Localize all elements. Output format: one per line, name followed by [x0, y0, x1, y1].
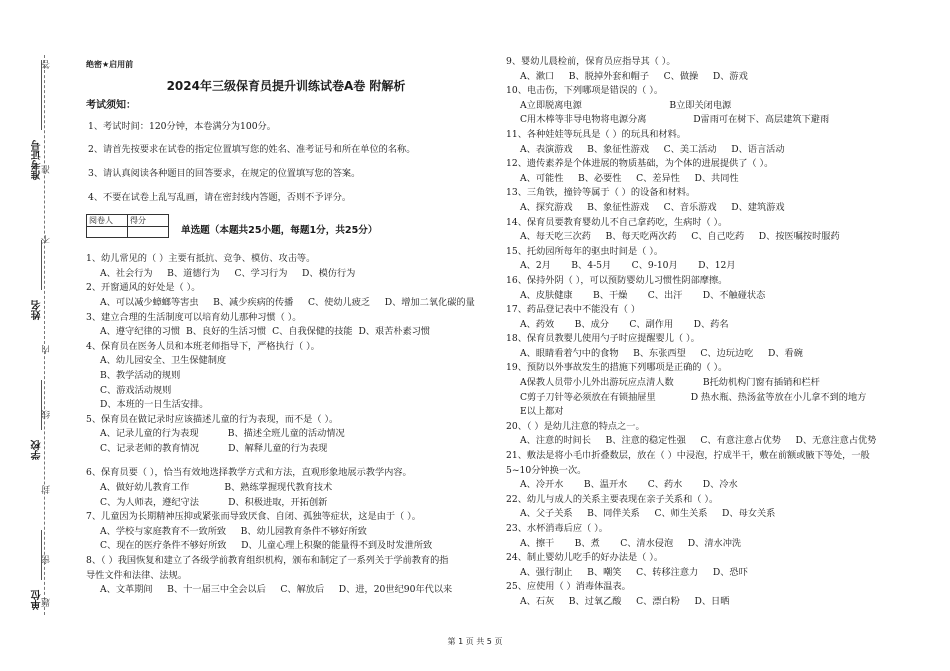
answer-options: C、游戏活动规则 [100, 384, 172, 396]
seal-mark: 题 [42, 598, 52, 607]
question-stem: 13、三角铁，撞铃等属于（ ）的设备和材料。 [506, 187, 696, 199]
question-stem: 1、幼儿常见的（ ）主要有抵抗、竞争、模仿、攻击等。 [86, 253, 316, 265]
question-stem: 21、敷法是将小毛巾折叠数层，放在（ ）中浸泡，拧成半干，敷在前额或腋下等处，一般 [506, 450, 870, 462]
question-stem: 3、建立合理的生活制度可以培育幼儿那种习惯（ ）。 [86, 311, 302, 323]
question-stem: 12、遗传素养是个体进展的物质基础，为个体的进展提供了（ ）。 [506, 158, 774, 170]
question-stem: 7、儿童因为长期精神压抑或紧张而导致厌食、自闭、孤独等症状，这是由于（ ）。 [86, 511, 421, 523]
answer-options: A、社会行为 B、道德行为 C、学习行为 D、模仿行为 [100, 267, 356, 279]
answer-options: D、本班的一日生活安排。 [100, 399, 209, 411]
answer-options: A、强行制止 B、嘲笑 C、转移注意力 D、恐吓 [520, 566, 748, 578]
question-stem: 2、开窗通风的好处是（ ）。 [86, 282, 201, 294]
answer-options: A、药效 B、成分 C、副作用 D、药名 [520, 318, 729, 330]
exam-number-blank [41, 60, 42, 130]
page-title: 2024年三级保育员提升训练试卷A卷 附解析 [166, 78, 406, 93]
answer-options: A、眼睛看着勺中的食物 B、东张西望 C、边玩边吃 D、看碗 [520, 347, 803, 359]
seal-mark: 内 [42, 345, 52, 354]
question-stem: 17、药品登记表中不能没有（ ） [506, 304, 641, 316]
question-stem: 8、（ ）我国恢复和建立了各级学前教育组织机构，颁布和制定了一系列关于学前教育的指 [86, 555, 449, 567]
seal-mark: 线 [42, 410, 52, 419]
school-blank [41, 380, 42, 430]
answer-options: A、父子关系 B、同伴关系 C、师生关系 D、母女关系 [520, 508, 776, 520]
score-label: 得分 [128, 215, 169, 227]
section-title: 单选题（本题共25小题，每题1分，共25分） [181, 224, 378, 236]
seal-line [44, 55, 45, 615]
school-label: 学校 [32, 440, 43, 460]
secret-mark: 绝密★启用前 [86, 60, 134, 69]
notice-item: 4、不要在试卷上乱写乱画，请在密封线内答题，否则不予评分。 [88, 191, 352, 203]
answer-options: C、为人师表，遵纪守法 D、积极进取，开拓创新 [100, 496, 328, 508]
answer-options: A、可以减少蟑螂等害虫 B、减少疾病的传播 C、使幼儿疲乏 D、增加二氧化碳的量 [100, 296, 475, 308]
answer-options: A、遵守纪律的习惯 B、良好的生活习惯 C、自我保健的技能 D、艰苦朴素习惯 [100, 326, 431, 338]
question-stem: 4、保育员在医务人员和本班老师指导下，严格执行（ ）。 [86, 340, 320, 352]
question-stem-continued: 5~10分钟换一次。 [506, 464, 587, 476]
score-row [86, 214, 486, 238]
seal-mark: 密 [42, 555, 52, 564]
seal-mark: 不 [42, 235, 52, 244]
notice-item: 3、请认真阅读各种题目的回答要求，在规定的位置填写您的答案。 [88, 167, 361, 179]
answer-options: A、表演游戏 B、象征性游戏 C、美工活动 D、语言活动 [520, 143, 785, 155]
answer-options: A、石灰 B、过氧乙酸 C、漂白粉 D、日晒 [520, 595, 730, 607]
answer-options: B、教学活动的规则 [100, 369, 181, 381]
answer-options: A、可能性 B、必要性 C、差异性 D、共同性 [520, 172, 739, 184]
answer-options: A、皮肤健康 B、干燥 C、出汗 D、不触碰状态 [520, 289, 766, 301]
answer-options: A立即脱离电源 B立即关闭电源 [520, 99, 732, 111]
answer-options: A、每天吃三次药 B、每天吃两次药 C、自己吃药 D、按医嘱按时服药 [520, 231, 840, 243]
question-stem: 18、保育员教婴儿使用勺子时应提醒婴儿（ ）。 [506, 333, 700, 345]
answer-options: A、文革期间 B、十一届三中全会以后 C、解放后 D、进，20世纪90年代以来 [100, 584, 453, 596]
unit-label: 单位 [32, 590, 43, 610]
question-stem-continued: 导性文件和法律、法规。 [86, 569, 188, 581]
question-stem: 11、各种娃娃等玩具是（ ）的玩具和材料。 [506, 128, 686, 140]
name-label: 姓名 [32, 300, 43, 320]
seal-mark: 封 [42, 485, 52, 494]
question-stem: 14、保育员要教育婴幼儿不自己拿药吃，生病时（ ）。 [506, 216, 728, 228]
question-stem: 16、保持外阴（ ），可以预防婴幼儿习惯性阴部摩擦。 [506, 274, 728, 286]
score-box [86, 214, 169, 238]
question-stem: 9、婴幼儿晨检前，保育员应指导其（ ）。 [506, 56, 676, 67]
question-stem: 19、预防以外事故发生的措施下列哪项是正确的（ ）。 [506, 362, 728, 374]
question-stem: 24、制止婴幼儿吃手的好办法是（ ）。 [506, 552, 664, 564]
exam-number-label: 准考证号 [32, 140, 43, 180]
answer-options: A、擦干 B、煮 C、清水侵泡 D、清水冲洗 [520, 537, 742, 549]
question-stem: 20、（ ）是幼儿注意的特点之一。 [506, 420, 645, 432]
name-blank [41, 240, 42, 290]
answer-options: C剪子刀针等必须放在有锁抽屉里 D 热水瓶、热汤盆等放在小儿拿不到的地方 [520, 391, 867, 403]
answer-options: A、记录儿童的行为表现 B、描述全班儿童的活动情况 [100, 428, 345, 440]
left-column [86, 58, 486, 598]
answer-options: A、学校与家庭教育不一致所致 B、幼儿园教育条件不够好所致 [100, 525, 367, 537]
reviewer-field[interactable] [87, 227, 128, 238]
question-stem: 25、应使用（ ）消毒体温表。 [506, 581, 631, 593]
answer-options: A、做好幼儿教育工作 B、熟练掌握现代教育技术 [100, 482, 333, 494]
score-field[interactable] [128, 227, 169, 238]
binding-margin [0, 0, 72, 671]
notice-heading: 考试须知： [86, 100, 136, 112]
question-stem: 6、保育员要（ ），恰当有效地选择教学方式和方法，直观形象地展示教学内容。 [86, 467, 412, 479]
question-stem: 22、幼儿与成人的关系主要表现在亲子关系和（ ）。 [506, 493, 719, 505]
seal-mark: 答 [42, 60, 52, 69]
reviewer-label: 阅卷人 [87, 215, 128, 227]
answer-options: E以上都对 [520, 406, 564, 418]
answer-options: A、漱口 B、脱掉外套和帽子 C、做操 D、游戏 [520, 70, 748, 82]
answer-options: C、记录老师的教育情况 D、解释儿童的行为表现 [100, 442, 328, 454]
page-number: 第 1 页 共 5 页 [447, 637, 503, 646]
answer-options: A、幼儿园安全、卫生保健制度 [100, 355, 227, 367]
answer-options: A保教人员带小儿外出游玩应点清人数 B托幼机构门窗有插销和栏杆 [520, 377, 820, 389]
notice-item: 1、考试时间：120分钟，本卷满分为100分。 [88, 120, 276, 132]
seal-mark: 准 [42, 165, 52, 174]
question-list-left [86, 252, 486, 598]
question-stem: 15、托幼园所每年的驱虫时间是（ ）。 [506, 245, 664, 257]
answer-options: A、注意的时间长 B、注意的稳定性强 C、有意注意占优势 D、无意注意占优势 [520, 435, 877, 447]
answer-options: A、冷开水 B、温开水 C、药水 D、冷水 [520, 479, 738, 491]
answer-options: A、探究游戏 B、象征性游戏 C、音乐游戏 D、建筑游戏 [520, 201, 785, 213]
notice-item: 2、请首先按要求在试卷的指定位置填写您的姓名、准考证号和所在单位的名称。 [88, 144, 416, 156]
answer-options: A、2月 B、4-5月 C、9-10月 D、12月 [520, 260, 736, 272]
question-list-right [506, 55, 916, 610]
question-stem: 10、电击伤，下列哪项是错误的（ ）。 [506, 85, 664, 97]
question-stem: 5、保育员在做记录时应该描述儿童的行为表现，而不是（ ）。 [86, 413, 339, 425]
right-column [506, 55, 916, 610]
answer-options: C、现在的医疗条件不够好所致 D、儿童心理上积聚的能量得不到及时发泄所致 [100, 540, 433, 552]
question-stem: 23、水杯消毒后应（ ）。 [506, 523, 608, 534]
answer-options: C用木棒等非导电物将电源分离 D雷雨可在树下、高层建筑下避雨 [520, 114, 830, 126]
